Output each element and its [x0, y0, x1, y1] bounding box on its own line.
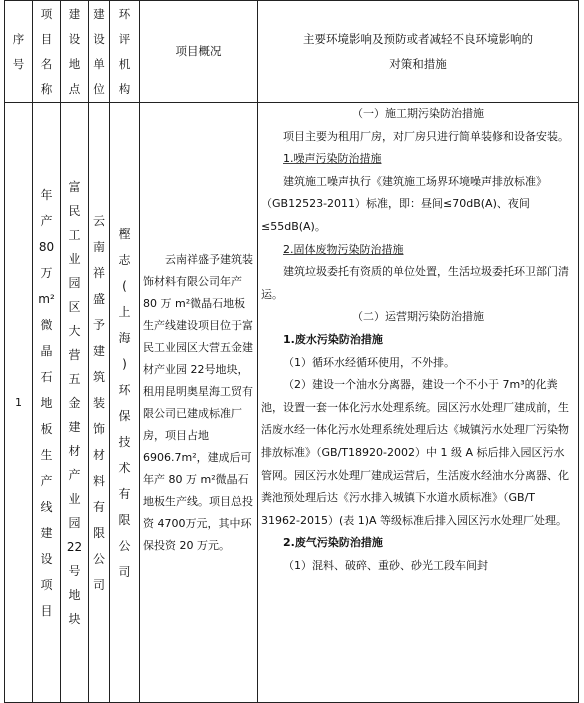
paragraph: 建筑垃圾委托有资质的单位处置，生活垃圾委托环卫部门清运。 [261, 265, 569, 301]
paragraph: （1）混料、破碎、重砂、砂光工段车间封 [283, 558, 488, 572]
header-project-name: 项 目 名 称 [33, 1, 61, 103]
cell-measures [258, 103, 579, 703]
cell-unit: 云 南 祥 盛 予 建 筑 装 饰 材 料 有 限 公 司 [89, 103, 110, 703]
table-header-row [5, 1, 579, 103]
paragraph: （1）循环水经循环使用，不外排。 [283, 355, 455, 369]
header-measures: 主要环境影响及预防或者减轻不良环境影响的 对策和措施 [258, 1, 579, 103]
header-overview: 项目概况 [140, 1, 258, 103]
cell-agency: 樫 志 ( 上 海 ) 环 保 技 术 有 限 公 司 [110, 103, 140, 703]
header-agency: 环 评 机 构 [110, 1, 140, 103]
header-unit: 建 设 单 位 [89, 1, 110, 103]
header-location: 建 设 地 点 [61, 1, 89, 103]
paragraph: 项目主要为租用厂房，对厂房只进行简单装修和设备安装。 [283, 129, 569, 143]
paragraph: （2）建设一个油水分离器，建设一个不小于 7m³的化粪池，设置一套一体化污水处理系统。园区污水处理厂建成前，生活废水经一体化污水处理系统处理后达《城镇污水处理厂污染物排放标准》（GB/T18920-2002）中 1 级 A 标后排入园区污水管网。园区污水处理厂建成运营后，生活废水经油水分离器、化粪池预处理后达《污水排入城镇下水道水质标准》（GB/T 31962-2015）(表 1)A 等级标准后排入园区污水处理厂处理。 [261, 378, 569, 527]
paragraph: 建筑施工噪声执行《建筑施工场界环境噪声排放标准》（GB12523-2011）标准，即：昼间≤70dB(A)、夜间≤55dB(A)。 [261, 174, 547, 233]
subheading-exhaust-gas: 2.废气污染防治措施 [283, 536, 383, 550]
section-operation-title: （二）运营期污染防治措施 [352, 310, 484, 324]
subheading-solid-waste: 2.固体废物污染防治措施 [283, 242, 404, 256]
subheading-wastewater: 1.废水污染防治措施 [283, 332, 383, 346]
cell-seq: 1 [5, 103, 33, 703]
cell-project-name: 年 产 80 万 m² 微 晶 石 地 板 生 产 线 建 设 项 目 [33, 103, 61, 703]
cell-overview: 云南祥盛予建筑装饰材料有限公司年产 80 万 m²微晶石地板生产线建设项目位于富民工业园区大营五金建材产业园 22号地块，租用昆明奥星海工贸有限公司已建成标准厂房，项目占地 6906.7m²，建成后可年产 80 万 m²微晶石地板生产线。项目总投资 4700万元，其中环保投资 20 万元。 [140, 103, 258, 703]
subheading-noise: 1.噪声污染防治措施 [283, 152, 382, 166]
cell-location: 富 民 工 业 园 区 大 营 五 金 建 材 产 业 园 22 号 地 块 [61, 103, 89, 703]
section-construction-title: （一）施工期污染防治措施 [352, 107, 484, 120]
header-seq: 序 号 [5, 1, 33, 103]
table-row [5, 103, 579, 703]
project-table [4, 0, 579, 703]
